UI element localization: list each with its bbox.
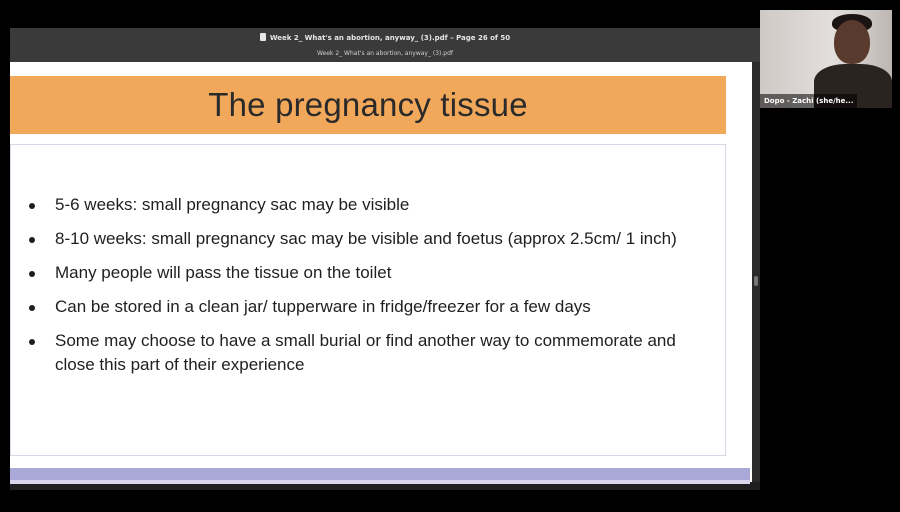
document-icon xyxy=(260,33,266,41)
slide-title-band xyxy=(10,76,726,134)
slide-footer-band xyxy=(10,468,750,480)
bullet-item: Many people will pass the tissue on the toilet xyxy=(25,261,705,285)
bullet-item: 5-6 weeks: small pregnancy sac may be visible xyxy=(25,193,705,217)
shared-screen xyxy=(10,28,760,490)
pdf-scrollbar-thumb[interactable] xyxy=(754,276,758,286)
pdf-scrollbar[interactable] xyxy=(752,62,760,482)
bullet-list xyxy=(25,193,705,387)
pdf-title-text: Week 2_ What's an abortion, anyway_ (3).pdf – Page 26 of 50 xyxy=(269,34,511,42)
pdf-viewer-subtitle: Week 2_ What's an abortion, anyway_ (3).pdf xyxy=(316,50,454,57)
pdf-viewer-titlebar xyxy=(10,28,760,62)
participant-face xyxy=(834,20,870,64)
slide-page xyxy=(10,62,760,482)
slide-content-box xyxy=(10,144,726,456)
slide-footer-band-light xyxy=(10,480,750,484)
participant-video-tile[interactable] xyxy=(760,10,892,108)
bullet-item: Some may choose to have a small burial or find another way to commemorate and close this part of their experience xyxy=(25,329,705,377)
bullet-item: Can be stored in a clean jar/ tupperware in fridge/freezer for a few days xyxy=(25,295,705,319)
bullet-item: 8-10 weeks: small pregnancy sac may be visible and foetus (approx 2.5cm/ 1 inch) xyxy=(25,227,705,251)
pdf-viewer-title xyxy=(10,33,760,42)
slide-title: The pregnancy tissue xyxy=(208,86,528,123)
participant-name-label: Dopo - Zachi (she/he... xyxy=(760,94,857,108)
